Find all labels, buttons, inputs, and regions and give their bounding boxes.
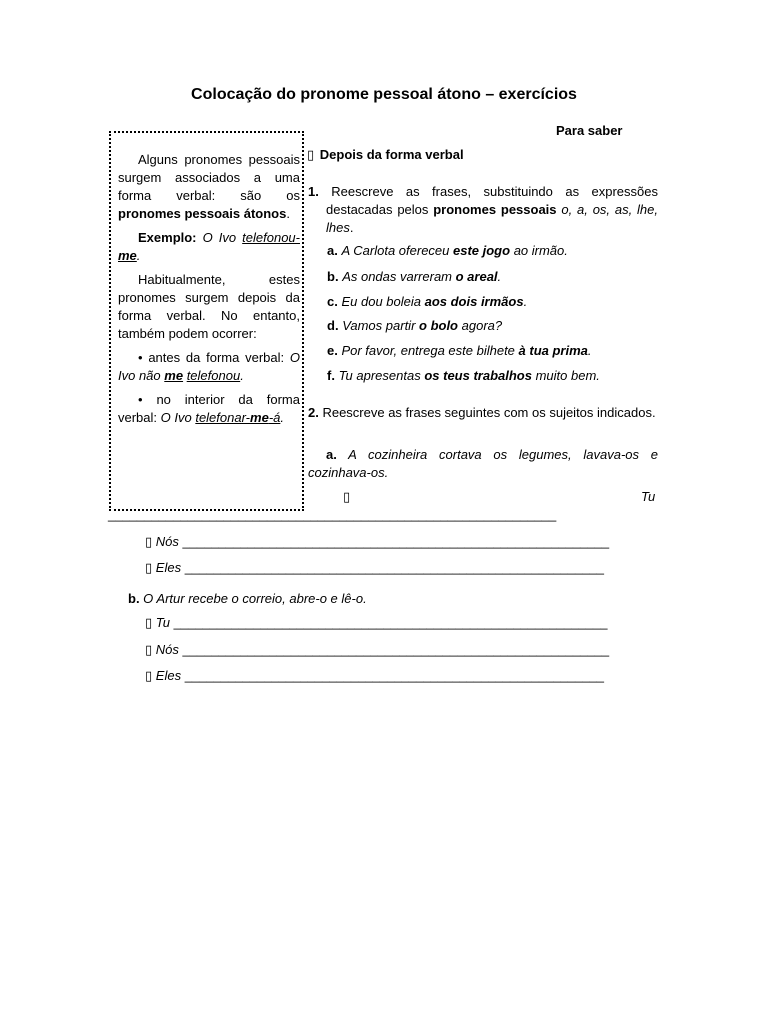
- item-letter: b.: [128, 591, 140, 606]
- item-highlight: à tua prima: [518, 343, 588, 358]
- item-letter: a.: [327, 243, 338, 258]
- item-letter: f.: [327, 368, 335, 383]
- section-heading-text: Depois da forma verbal: [319, 147, 464, 162]
- exercise-number: 2.: [308, 405, 319, 420]
- instruction-end: .: [349, 220, 354, 235]
- answer-subject: Eles: [155, 668, 182, 683]
- answer-line: [145, 615, 607, 631]
- info-example: [118, 229, 300, 265]
- answer-blank[interactable]: __________________________________________________________: [184, 668, 605, 683]
- exercise-2a-sentence: [308, 446, 658, 482]
- item-text: As ondas varreram: [342, 269, 456, 284]
- sidebar-label: Para saber: [556, 123, 623, 138]
- item-letter: c.: [327, 294, 338, 309]
- item-text: ao irmão.: [510, 243, 568, 258]
- item-highlight: o bolo: [419, 318, 459, 333]
- exercise-item-e: [327, 343, 592, 358]
- box-icon: ▯: [145, 668, 153, 683]
- answer-line: [145, 560, 604, 576]
- box-icon: ▯: [145, 642, 153, 657]
- answer-subject: Tu: [641, 489, 656, 504]
- item-text: muito bem.: [531, 368, 600, 383]
- info-text: Alguns pronomes pessoais surgem associados a uma forma verbal: são os: [118, 152, 300, 203]
- answer-blank[interactable]: __________________________________________________________: [184, 560, 605, 575]
- info-text: .: [286, 206, 290, 221]
- bullet-pronoun: me: [164, 368, 184, 383]
- item-highlight: aos dois irmãos: [424, 294, 524, 309]
- exercise-2b-sentence: [128, 591, 367, 606]
- example-text: O Ivo: [196, 230, 243, 245]
- item-letter: b.: [327, 269, 339, 284]
- exercise-number: 1.: [308, 184, 319, 199]
- box-icon: ▯: [145, 615, 153, 630]
- example-end: .: [136, 248, 141, 263]
- bullet-example: O Ivo não: [118, 350, 300, 383]
- info-paragraph-1: [118, 151, 300, 223]
- instruction-text: Reescreve as frases, substituindo as expressões destacadas pelos: [318, 184, 658, 217]
- item-text: A cozinheira cortava os legumes, lavava-os e cozinhava-os.: [308, 447, 658, 480]
- section-heading: [307, 147, 464, 163]
- info-bullet-1: [118, 349, 300, 385]
- item-text: Eu dou boleia: [341, 294, 425, 309]
- page-title: Colocação do pronome pessoal átono – exercícios: [191, 86, 577, 103]
- example-label: Exemplo:: [138, 230, 197, 245]
- bullet-end: .: [280, 410, 284, 425]
- answer-line: [145, 534, 609, 550]
- item-highlight: o areal: [455, 269, 498, 284]
- item-text: Tu apresentas: [338, 368, 425, 383]
- answer-line: [145, 642, 609, 658]
- item-highlight: este jogo: [453, 243, 511, 258]
- exercise-item-a: [327, 243, 568, 258]
- item-letter: a.: [326, 447, 337, 462]
- bullet-text: • no interior da forma verbal:: [118, 392, 300, 425]
- exercise-item-f: [327, 368, 600, 383]
- exercise-item-b: [327, 269, 501, 284]
- info-term: pronomes pessoais átonos: [118, 206, 287, 221]
- box-icon: ▯: [307, 147, 315, 162]
- bullet-verb: telefonar-: [195, 410, 251, 425]
- item-highlight: os teus trabalhos: [424, 368, 532, 383]
- item-text: .: [497, 269, 502, 284]
- answer-subject: Eles: [155, 560, 182, 575]
- exercise-item-c: [327, 294, 527, 309]
- bullet-pronoun: me: [250, 410, 269, 425]
- answer-blank[interactable]: ___________________________________________________________: [182, 642, 610, 657]
- item-text: A Carlota ofereceu: [341, 243, 453, 258]
- example-pronoun: me: [118, 248, 137, 263]
- answer-subject: Nós: [155, 642, 179, 657]
- item-text: Vamos partir: [342, 318, 420, 333]
- example-verb: telefonou-: [242, 230, 300, 245]
- answer-blank[interactable]: ______________________________________________________________: [108, 507, 557, 522]
- bullet-end: .: [240, 368, 244, 383]
- box-icon: ▯: [145, 560, 153, 575]
- answer-blank[interactable]: ___________________________________________________________: [182, 534, 610, 549]
- answer-subject: Tu: [155, 615, 170, 630]
- exercise-item-d: [327, 318, 502, 333]
- item-letter: e.: [327, 343, 338, 358]
- instruction-text: Reescreve as frases seguintes com os sujeitos indicados.: [318, 405, 656, 420]
- bullet-verb-end: -á: [268, 410, 281, 425]
- instruction-pronouns: o, a, os, as, lhe, lhes: [326, 202, 658, 235]
- exercise-1-instruction: [308, 183, 658, 237]
- item-text: .: [587, 343, 592, 358]
- box-icon: ▯: [343, 489, 351, 504]
- item-text: O Artur recebe o correio, abre-o e lê-o.: [139, 591, 367, 606]
- info-bullet-2: [118, 391, 300, 427]
- bullet-text: • antes da forma verbal:: [138, 350, 290, 365]
- item-text: agora?: [458, 318, 503, 333]
- item-text: Por favor, entrega este bilhete: [341, 343, 519, 358]
- bullet-example: O Ivo: [160, 410, 196, 425]
- info-box: [109, 131, 304, 511]
- answer-line: [145, 668, 604, 684]
- instruction-term: pronomes pessoais: [433, 202, 557, 217]
- answer-blank[interactable]: ____________________________________________________________: [173, 615, 608, 630]
- exercise-2-instruction: [308, 404, 658, 422]
- item-text: .: [523, 294, 528, 309]
- box-icon: ▯: [145, 534, 153, 549]
- info-paragraph-2: Habitualmente, estes pronomes surgem depois da forma verbal. No entanto, também podem ocorrer:: [118, 272, 300, 341]
- bullet-verb: telefonou: [186, 368, 241, 383]
- item-letter: d.: [327, 318, 339, 333]
- answer-subject: Nós: [155, 534, 179, 549]
